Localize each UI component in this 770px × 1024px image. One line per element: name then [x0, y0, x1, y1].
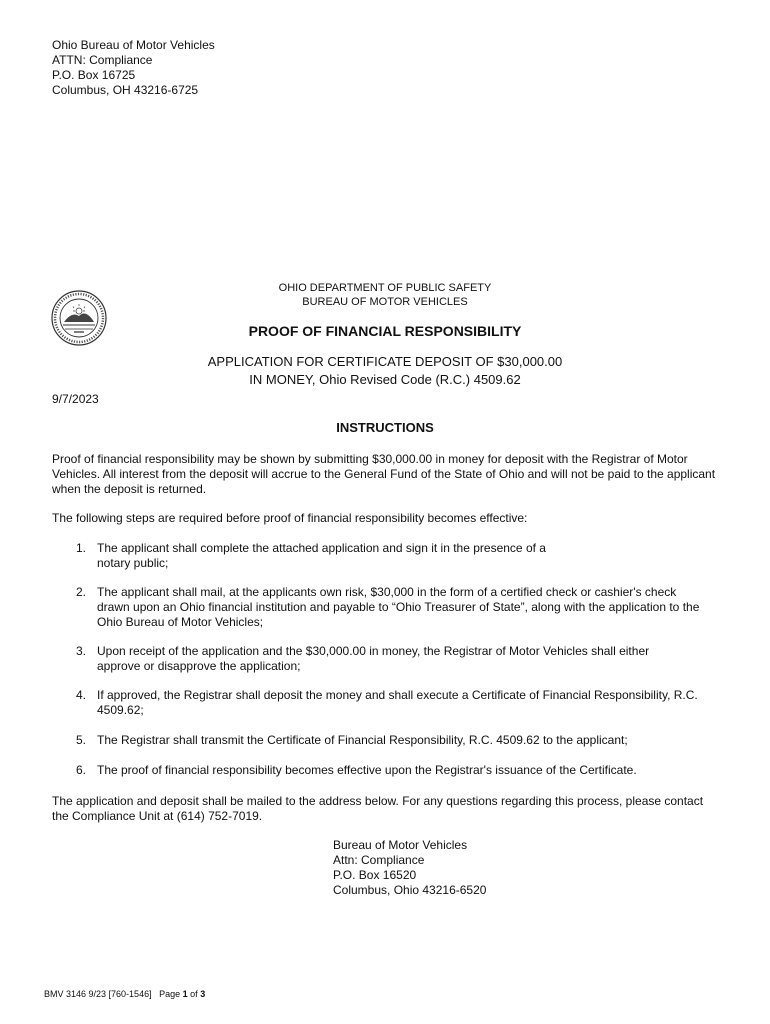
mailing-address-line: Attn: Compliance	[333, 853, 425, 867]
step-text: The Registrar shall transmit the Certificate of Financial Responsibility, R.C. 4509.62 to the applicant;	[97, 733, 628, 747]
return-address-line: Ohio Bureau of Motor Vehicles	[52, 38, 215, 52]
step-number: 3.	[75, 644, 86, 658]
step-text: The applicant shall complete the attached application and sign it in the presence of a notary public;	[97, 541, 546, 570]
subtitle-line-2: IN MONEY, Ohio Revised Code (R.C.) 4509.62	[249, 372, 521, 387]
return-address-line: P.O. Box 16725	[52, 68, 136, 82]
page-current: 1	[182, 989, 188, 999]
page-footer	[44, 989, 205, 999]
instructions-heading: INSTRUCTIONS	[336, 420, 434, 435]
page-title: PROOF OF FINANCIAL RESPONSIBILITY	[248, 323, 522, 339]
page-total: 3	[200, 989, 206, 999]
return-address-line: ATTN: Compliance	[52, 53, 153, 67]
closing-paragraph: The application and deposit shall be mailed to the address below. For any questions regarding this process, please contact the Compliance Unit at (614) 752-7019.	[52, 794, 704, 823]
mailing-address-line: Bureau of Motor Vehicles	[333, 838, 468, 852]
mailing-address-line: Columbus, Ohio 43216-6520	[333, 883, 487, 897]
intro-paragraph: Proof of financial responsibility may be shown by submitting $30,000.00 in money for deposit with the Registrar of Motor Vehicles. All interest from the deposit will accrue to the General Fund of the State of Ohio and will not be paid to the applicant when the deposit is returned.	[52, 452, 716, 496]
page-label: Page	[159, 989, 181, 999]
form-id: BMV 3146 9/23 [760-1546]	[44, 989, 152, 999]
step-number: 1.	[75, 541, 86, 555]
page-of: of	[190, 989, 198, 999]
step-number: 4.	[75, 688, 86, 702]
mailing-address	[333, 838, 486, 898]
steps-lead-paragraph: The following steps are required before proof of financial responsibility becomes effective:	[52, 511, 528, 525]
agency-department: OHIO DEPARTMENT OF PUBLIC SAFETY	[278, 282, 492, 294]
step-number: 5.	[75, 733, 86, 747]
return-address-line: Columbus, OH 43216-6725	[52, 83, 199, 97]
step-text: If approved, the Registrar shall deposit the money and shall execute a Certificate of Financial Responsibility, R.C. 4509.62;	[97, 688, 698, 717]
agency-bureau: BUREAU OF MOTOR VEHICLES	[302, 296, 468, 308]
step-text: The proof of financial responsibility becomes effective upon the Registrar's issuance of the Certificate.	[97, 763, 637, 777]
step-number: 2.	[75, 585, 86, 599]
mailing-address-line: P.O. Box 16520	[333, 868, 417, 882]
document-date: 9/7/2023	[52, 392, 99, 406]
step-text: Upon receipt of the application and the $30,000.00 in money, the Registrar of Motor Vehicles shall either approve or disapprove the application;	[97, 644, 650, 673]
subtitle-line-1: APPLICATION FOR CERTIFICATE DEPOSIT OF $30,000.00	[207, 354, 563, 369]
step-number: 6.	[75, 763, 86, 777]
return-address	[52, 38, 215, 98]
step-text: The applicant shall mail, at the applicants own risk, $30,000 in the form of a certified check or cashier's check drawn upon an Ohio financial institution and payable to “Ohio Treasurer of State”, along with the application to the Ohio Bureau of Motor Vehicles;	[97, 585, 700, 629]
